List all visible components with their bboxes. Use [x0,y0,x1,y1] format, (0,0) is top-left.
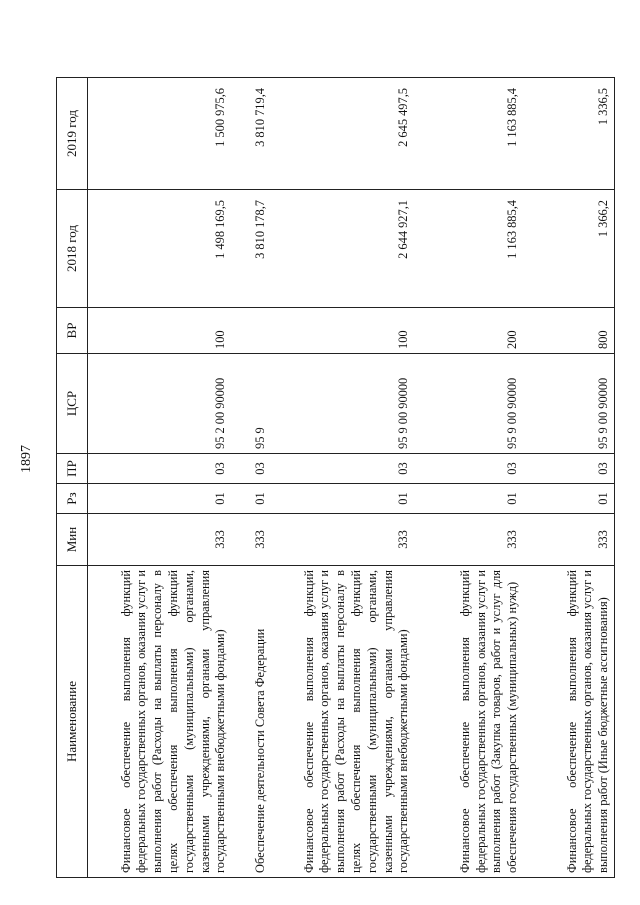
row-min: 333 [270,514,414,566]
row-2019: 1 336,5 [523,78,615,190]
row-csr: 95 9 00 90000 [414,354,523,454]
row-name: Финансовое обеспечение выполнения функций федеральных государственных органов, оказания услуг и выполнения работ (Расходы на выплаты персоналу в целях обеспечения выполнения функций государственными (муниципальными) органами, казенными учреждениями, органами управления государственными внебюджетными фондами) [88,566,232,878]
row-2018: 1 366,2 [523,190,615,308]
row-rz: 01 [231,484,270,514]
budget-table [56,77,615,878]
table-row [231,78,270,878]
table-row [414,78,523,878]
row-name: Финансовое обеспечение выполнения функций федеральных государственных органов, оказания услуг и выполнения работ (Закупка товаров, работ и услуг для обеспечения государственных (муниципальных) нужд) [414,566,523,878]
row-2018: 1 498 169,5 [88,190,232,308]
row-min: 333 [88,514,232,566]
row-vr [231,308,270,354]
row-pr: 03 [414,454,523,484]
header-pr: ПР [57,454,88,484]
table-row [523,78,615,878]
row-2018: 2 644 927,1 [270,190,414,308]
header-name: Наименование [57,566,88,878]
row-vr: 100 [270,308,414,354]
row-2018: 1 163 885,4 [414,190,523,308]
row-2019: 1 163 885,4 [414,78,523,190]
row-2019: 3 810 719,4 [231,78,270,190]
row-vr: 200 [414,308,523,354]
row-2019: 2 645 497,5 [270,78,414,190]
row-min: 333 [231,514,270,566]
header-min: Мин [57,514,88,566]
row-rz: 01 [270,484,414,514]
header-vr: ВР [57,308,88,354]
row-name: Финансовое обеспечение выполнения функций федеральных государственных органов, оказания услуг и выполнения работ (Расходы на выплаты персоналу в целях обеспечения выполнения функций государственными (муниципальными) органами, казенными учреждениями, органами управления государственными внебюджетными фондами) [270,566,414,878]
row-name: Финансовое обеспечение выполнения функций федеральных государственных органов, оказания услуг и выполнения работ (Иные бюджетные ассигнования) [523,566,615,878]
row-vr: 100 [88,308,232,354]
row-rz: 01 [523,484,615,514]
row-2019: 1 500 975,6 [88,78,232,190]
row-csr: 95 9 00 90000 [523,354,615,454]
row-vr: 800 [523,308,615,354]
row-csr: 95 9 00 90000 [270,354,414,454]
row-rz: 01 [88,484,232,514]
row-pr: 03 [523,454,615,484]
rotated-table-container [56,78,615,878]
header-2019: 2019 год [57,78,88,190]
row-min: 333 [414,514,523,566]
table-row [270,78,414,878]
row-pr: 03 [88,454,232,484]
header-2018: 2018 год [57,190,88,308]
row-2018: 3 810 178,7 [231,190,270,308]
header-rz: Рз [57,484,88,514]
row-pr: 03 [270,454,414,484]
row-min: 333 [523,514,615,566]
table-header-row [57,78,88,878]
table-row [88,78,232,878]
row-csr: 95 9 [231,354,270,454]
row-csr: 95 2 00 90000 [88,354,232,454]
row-rz: 01 [414,484,523,514]
header-csr: ЦСР [57,354,88,454]
row-pr: 03 [231,454,270,484]
row-name: Обеспечение деятельности Совета Федерации [231,566,270,878]
page-number: 1897 [19,445,34,473]
